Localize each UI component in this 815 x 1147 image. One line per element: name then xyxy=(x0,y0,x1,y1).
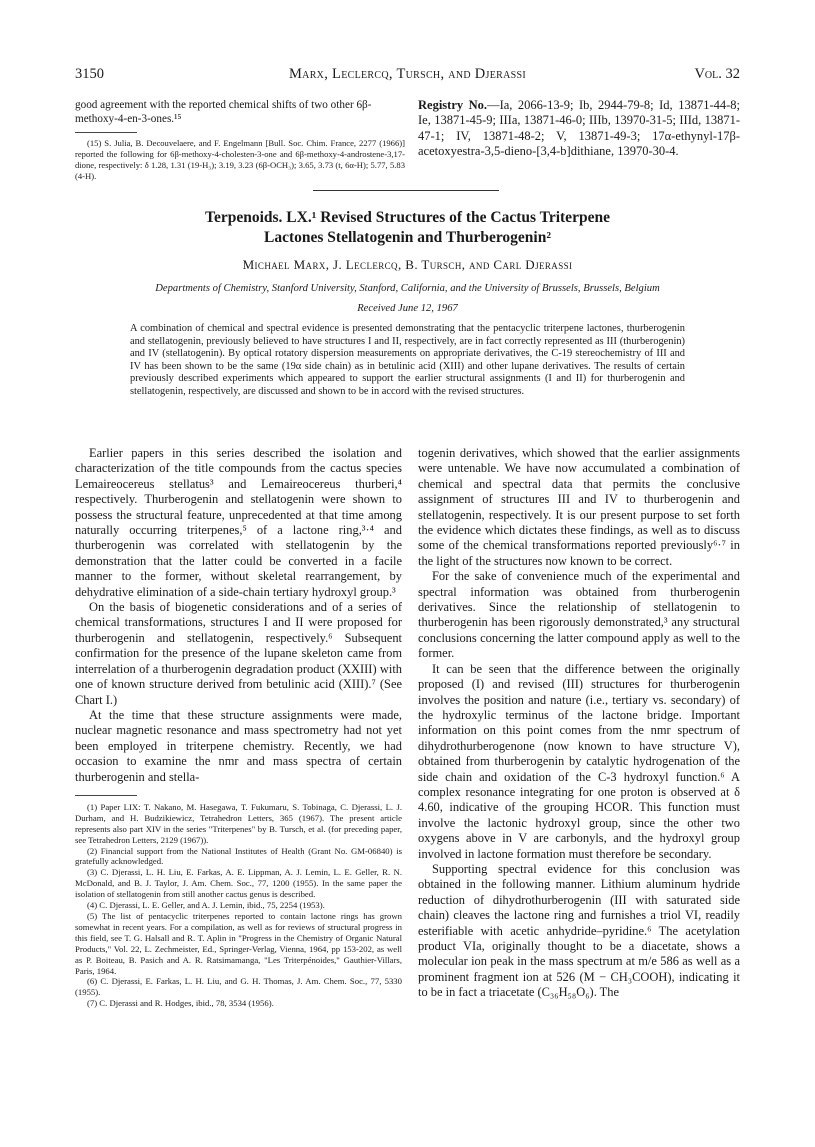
body-paragraph: At the time that these structure assignments were made, nuclear magnetic resonance and mass spectrometry had not yet been employed in triterpene chemistry. Recently, we had occasion to examine the nmr and mass spectra of certain thurberogenin and stella- xyxy=(75,707,402,784)
body-paragraph: togenin derivatives, which showed that the earlier assignments were untenable. We have now accumulated a combination of chemical and spectral data that permits the conclusive assignment of structures III and IV to thurberogenin and stellatogenin, respectively. It is our present purpose to set forth the evidence which dictates these findings, as well as to discuss some of the chemical transformations reported previously⁶·⁷ in the light of the structures now known to be correct. xyxy=(418,446,740,568)
footnote-15: (15) S. Julia, B. Decouvelaere, and F. Engelmann [Bull. Soc. Chim. France, 2277 (1966)] reported the following for 6β-methoxy-4-cholesten-3-one and 6β-methoxy-4-androstene-3,17-dione, respectively: δ 1.28, 1.31 (19-H₃); 3.19, 3.23 (6β-OCH₃); 3.65, 3.73 (t, 6α-H); 5.77, 5.83 (4-H). xyxy=(75,138,405,181)
body-paragraph: Earlier papers in this series described the isolation and characterization of the title compounds from the cactus species Lemaireocereus stellatus³ and Lemaireocereus thurberi,⁴ respectively. Thurberogenin and stellatogenin were shown to possess the structural feature, unprecedented at that time among naturally occurring triterpenes,⁵ of a lactone ring,³·⁴ and thurberogenin was correlated with stellatogenin by the demonstration that the latter could be converted in a facile manner to the former, without skeletal rearrangement, by dehydrative elimination of a side-chain tertiary hydroxyl group.³ xyxy=(75,446,402,599)
previous-article-tail xyxy=(75,98,405,182)
previous-article-text: good agreement with the reported chemical shifts of two other 6β-methoxy-4-en-3-ones.¹⁵ xyxy=(75,99,372,125)
received-date: Received June 12, 1967 xyxy=(357,303,458,314)
registry-block xyxy=(418,98,740,159)
page-number: 3150 xyxy=(75,66,104,82)
footnote-rule xyxy=(75,795,137,796)
article-authors: Michael Marx, J. Leclercq, B. Tursch, and Carl Djerassi xyxy=(242,257,573,272)
body-paragraph: It can be seen that the difference between the originally proposed (I) and revised (III) structures for thurberogenin involves the position and nature (i.e., tertiary vs. secondary) of the hydroxylic terminus of the lactone bridge. Important information on this point comes from the nmr spectrum of dihydrothurberogenone (now known to have structure V), obtained from thurberogenin by catalytic hydrogenation of the side chain and oxidation of the C-3 hydroxyl function.⁶ A complex resonance integrating for one proton is observed at δ 4.60, indicative of the grouping HCOR. This function must involve the lactonic hydroxyl group, since the other two oxygens above in V are carbonyls, and the hydroxyl group involved in lactone formation must therefore be secondary. xyxy=(418,661,740,861)
footnote-2: (2) Financial support from the National Institutes of Health (Grant No. GM-06840) is gratefully acknowledged. xyxy=(75,845,402,867)
body-paragraph: On the basis of biogenetic considerations and of a series of chemical transformations, structures I and II were proposed for thurberogenin and stellatogenin, respectively.⁶ Subsequent confirmation for the presence of the lupane skeleton came from interrelation of a thurberogenin degradation product (XXIII) with one of known structure derived from betulinic acid (XIII).⁷ (See Chart I.) xyxy=(75,600,402,707)
left-column xyxy=(75,446,402,1009)
article-abstract: A combination of chemical and spectral evidence is presented demonstrating that the pentacyclic triterpene lactones, thurberogenin and stellatogenin, previously believed to have structures I and II, respectively, are in fact correctly represented as III (thurberogenin) and IV (stellatogenin). By optical rotatory dispersion measurements on appropriate derivatives, the C-19 stereochemistry of III and IV has been shown to be the same (19α side chain) as in betulinic acid (XIII) and other lupane derivatives. The results of certain previously described experiments which appeared to support the earlier structural assignments (I and II) for thurberogenin and stellatogenin, respectively, are discussed and shown to be in accord with the revised structures. xyxy=(130,323,685,397)
footnote-1: (1) Paper LIX: T. Nakano, M. Hasegawa, T. Fukumaru, S. Tobinaga, C. Djerassi, L. J. Durham, and H. Budzikiewicz, Tetrahedron Letters, 365 (1967). The present article represents also part XIV in the series "Triterpenes" by B. Tursch, et al. (for preceding paper, see Tetrahedron Letters, 2129 (1967)). xyxy=(75,801,402,845)
footnote-4: (4) C. Djerassi, L. E. Geller, and A. J. Lemin, ibid., 75, 2254 (1953). xyxy=(87,900,325,911)
registry-numbers: —Ia, 2066-13-9; Ib, 2944-79-8; Id, 13871-44-8; Ie, 13871-45-9; IIIa, 13871-46-0; IIIb, 13970-31-5; IIId, 13871-47-1; IV, 13871-48-2; V, 13871-49-3; 17α-ethynyl-17β-acetoxyestra-3,5-dieno-[3,4-b]dithiane, 13970-30-4. xyxy=(418,98,740,158)
body-paragraph: For the sake of convenience much of the experimental and spectral information was obtained from thurberogenin derivatives. Since the relationship of stellatogenin to thurberogenin has been rigorously demonstrated,³ any structural conclusions concerning the latter compound apply as well to the former. xyxy=(418,569,740,661)
body-paragraph: Supporting spectral evidence for this conclusion was obtained in the following manner. Lithium aluminum hydride reduction of dihydrothurberogenin (III with saturated side chain) cleaves the lactone ring and furnishes a triol VI, readily esterifiable with acetic anhydride–pyridine.⁶ The acetylation product VIa, originally thought to be a diacetate, shows a molecular ion peak in the mass spectrum at m/e 586 as well as a prominent fragment ion at 526 (M − CH₃COOH), indicating it to be in fact a triacetate (C₃₆H₅₈O₆). The xyxy=(418,861,740,1000)
registry-label: Registry No. xyxy=(418,98,488,112)
footnote-rule xyxy=(75,132,137,133)
footnote-6: (6) C. Djerassi, E. Farkas, L. H. Liu, and G. H. Thomas, J. Am. Chem. Soc., 77, 5330 (1955). xyxy=(75,976,402,998)
article-separator xyxy=(313,190,499,191)
footnote-3: (3) C. Djerassi, L. H. Liu, E. Farkas, A. E. Lippman, A. J. Lemin, L. E. Geller, R. N. McDonald, and B. J. Taylor, J. Am. Chem. Soc., 77, 1200 (1955). In the same paper the isolation of stellatogenin from still another cactus genus is described. xyxy=(75,867,402,900)
article-affiliation: Departments of Chemistry, Stanford University, Stanford, California, and the University of Brussels, Brussels, Belgium xyxy=(155,283,660,294)
right-column xyxy=(418,446,740,1001)
footnote-7: (7) C. Djerassi and R. Hodges, ibid., 78, 3534 (1956). xyxy=(87,998,274,1009)
article-title xyxy=(75,208,740,248)
title-line-2: Lactones Stellatogenin and Thurberogenin² xyxy=(264,229,551,246)
footnote-5: (5) The list of pentacyclic triterpenes reported to contain lactone rings has grown somewhat in recent years. For a compilation, as well as for reviews of structural progress in this field, see T. G. Halsall and R. T. Aplin in "Progress in the Chemistry of Organic Natural Products," Vol. 22, L. Zechmeister, Ed., Springer-Verlag, Vienna, 1964, pp 153-202, as well as P. Boiteau, B. Pasich and A. R. Ratsimamanga, "Les Triterpénoides," Gauthier-Villars, Paris, 1964. xyxy=(75,911,402,976)
title-line-1: Terpenoids. LX.¹ Revised Structures of the Cactus Triterpene xyxy=(205,209,610,226)
volume-label: Vol. 32 xyxy=(694,66,740,82)
running-title: Marx, Leclercq, Tursch, and Djerassi xyxy=(288,66,526,82)
running-header xyxy=(75,66,740,88)
